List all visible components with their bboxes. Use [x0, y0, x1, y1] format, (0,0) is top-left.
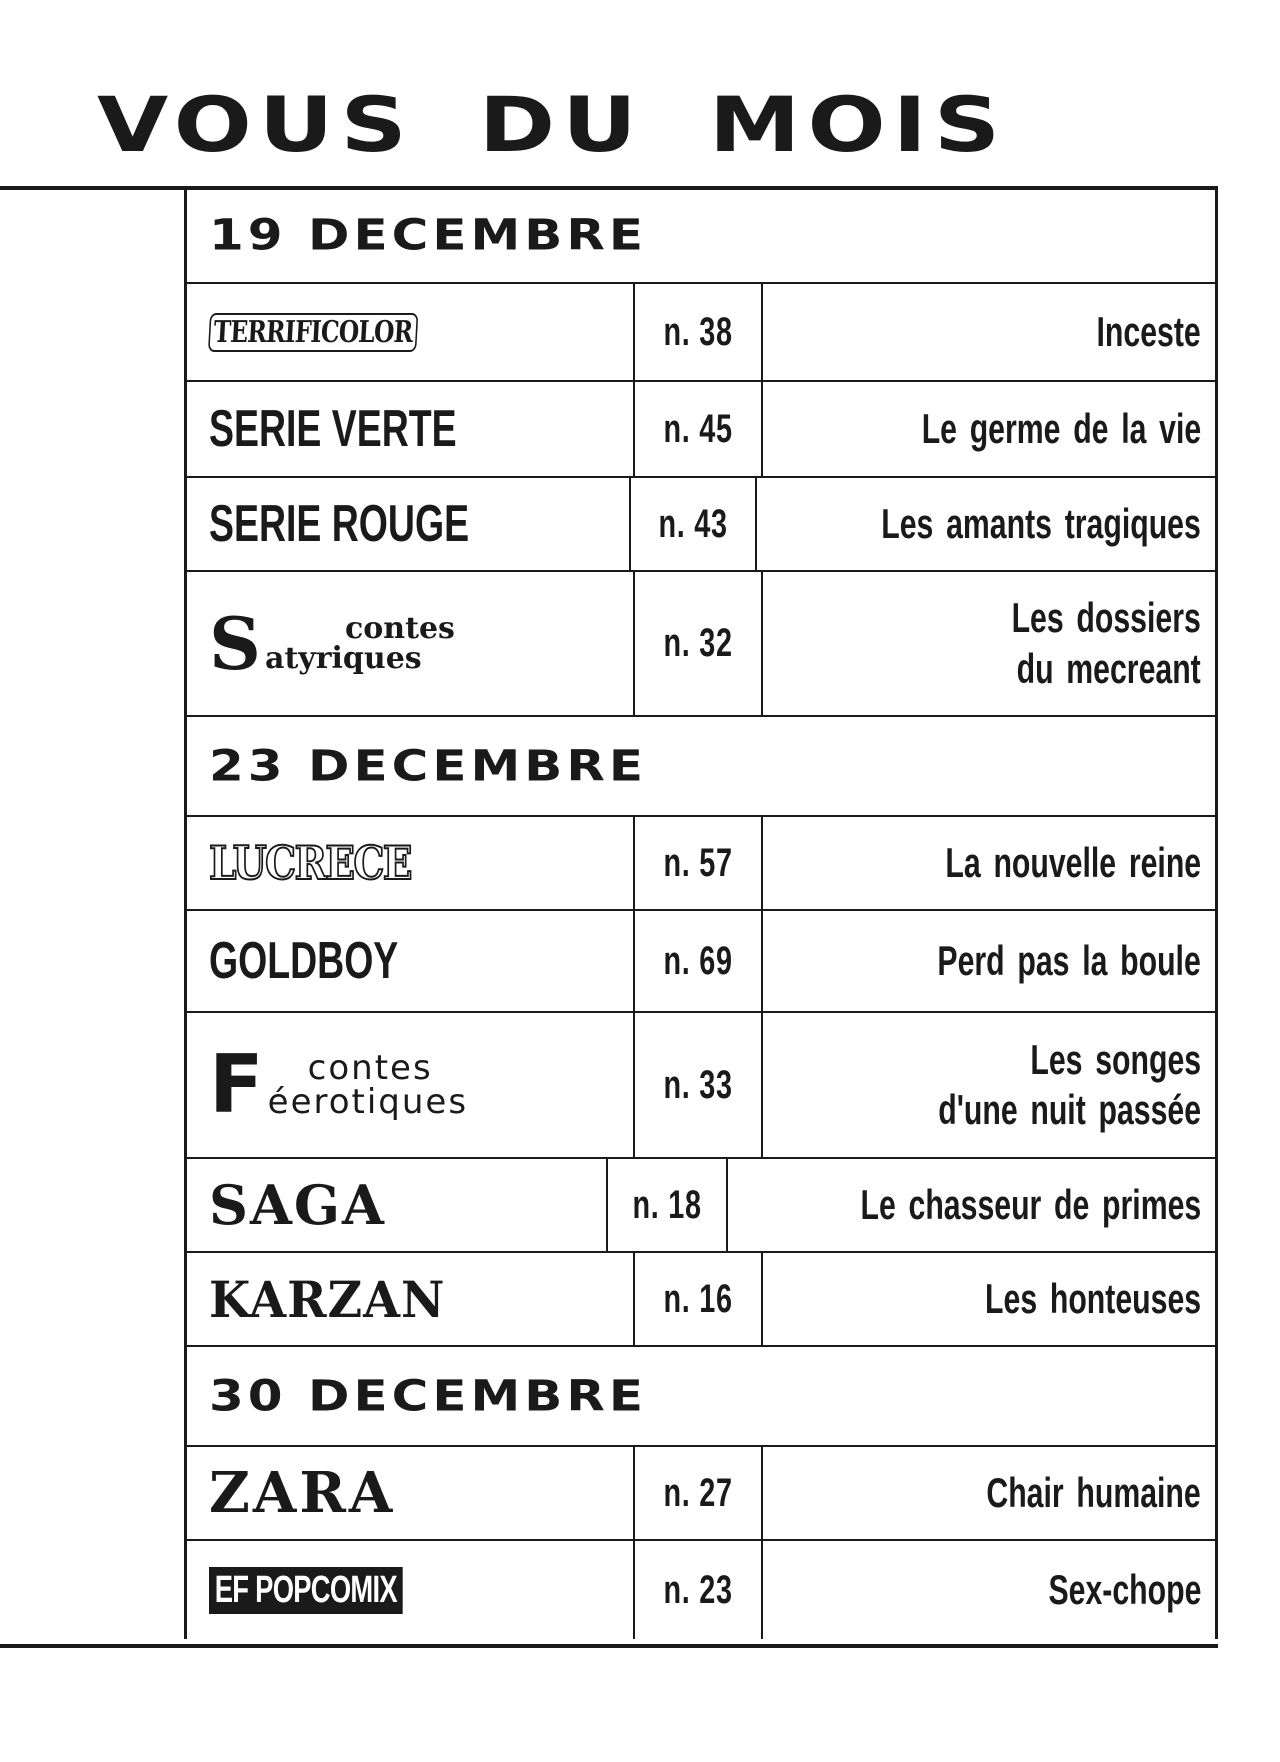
issue-number: n. 69 [635, 911, 763, 1011]
issue-number: n. 18 [608, 1159, 728, 1251]
series-logo-cell [187, 1253, 635, 1345]
episode-title: Les honteuses [984, 1274, 1201, 1322]
release-table [184, 188, 1218, 1639]
issue-number: n. 16 [635, 1253, 763, 1345]
table-row [187, 1253, 1215, 1347]
contes-feerotiques-logo: F contes éerotiques [209, 1038, 469, 1131]
issue-number: n. 23 [635, 1541, 763, 1639]
episode-title: Les songes d'une nuit passée [938, 1035, 1201, 1133]
series-logo-cell [187, 911, 635, 1011]
series-logo-cell [187, 1159, 608, 1251]
episode-title: La nouvelle reine [945, 838, 1201, 886]
date-header [187, 717, 1215, 817]
table-row [187, 1541, 1215, 1639]
series-logo-cell [187, 1013, 635, 1157]
series-name: SERIE VERTE [209, 400, 457, 458]
issue-number: n. 45 [635, 382, 763, 476]
saga-logo: SAGA [209, 1173, 386, 1237]
series-logo-cell [187, 478, 631, 570]
series-logo-cell [187, 382, 635, 476]
table-row [187, 1013, 1215, 1159]
karzan-logo: KARZAN [209, 1269, 446, 1329]
issue-number: n. 43 [631, 478, 758, 570]
date-label: 19 DECEMBRE [209, 210, 648, 260]
table-row [187, 817, 1215, 911]
episode-title: Inceste [1096, 307, 1201, 355]
table-row [187, 284, 1215, 382]
series-logo-cell [187, 284, 635, 380]
table-row [187, 382, 1215, 478]
terrificolor-logo: TERRIFICOLOR [208, 313, 418, 352]
issue-number: n. 27 [635, 1447, 763, 1539]
table-row [187, 478, 1215, 572]
table-row [187, 911, 1215, 1013]
episode-title: Le chasseur de primes [860, 1180, 1201, 1228]
date-label: 23 DECEMBRE [209, 741, 648, 791]
date-label: 30 DECEMBRE [209, 1371, 648, 1421]
table-row [187, 1159, 1215, 1253]
ef-popcomix-logo: EF POPCOMIX [209, 1567, 403, 1614]
table-row [187, 572, 1215, 717]
lucrece-logo: LUCRECE [209, 836, 411, 890]
date-header [187, 188, 1215, 284]
series-name: GOLDBOY [209, 932, 399, 990]
episode-title: Le germe de la vie [921, 404, 1201, 452]
table-row [187, 1447, 1215, 1541]
bottom-rule [0, 1644, 1218, 1648]
date-header [187, 1347, 1215, 1447]
episode-title: Les dossiers du mecreant [1011, 594, 1201, 692]
episode-title: Perd pas la boule [937, 936, 1201, 984]
page-title: VOUS DU MOIS [97, 81, 1008, 170]
series-name: SERIE ROUGE [209, 495, 470, 553]
episode-title: Les amants tragiques [881, 499, 1201, 547]
episode-title: Sex-chope [1048, 1565, 1201, 1613]
issue-number: n. 57 [635, 817, 763, 909]
series-logo-cell [187, 817, 635, 909]
contes-satyriques-logo: S contes atyriques [209, 600, 455, 686]
issue-number: n. 33 [635, 1013, 763, 1157]
zara-logo: ZARA [209, 1460, 396, 1526]
series-logo-cell [187, 1541, 635, 1639]
series-logo-cell [187, 1447, 635, 1539]
issue-number: n. 32 [635, 572, 763, 715]
episode-title: Chair humaine [986, 1468, 1201, 1516]
series-logo-cell [187, 572, 635, 715]
issue-number: n. 38 [635, 284, 763, 380]
